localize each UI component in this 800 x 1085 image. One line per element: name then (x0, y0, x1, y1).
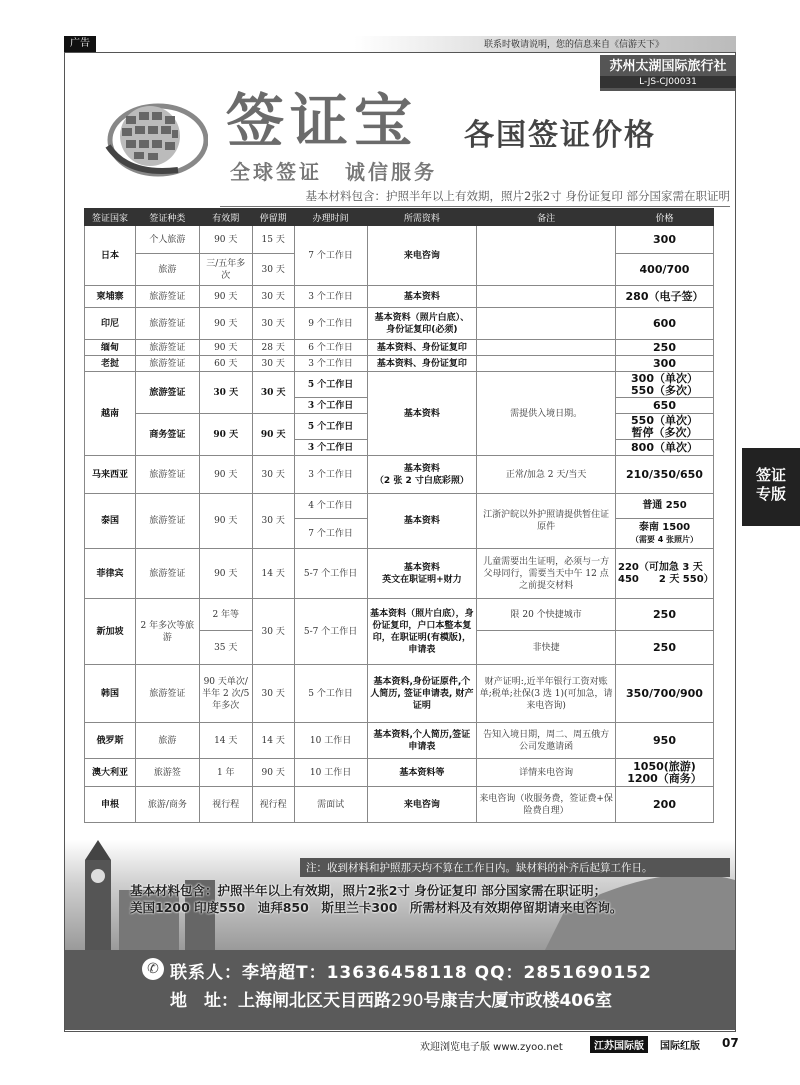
remark-cell: 江浙沪皖以外护照请提供暂住证原件 (477, 494, 616, 549)
materials-cell: 基本资料,身份证原件,个人简历, 签证申请表, 财产证明 (367, 665, 477, 723)
header-cell: 签证国家 (85, 209, 136, 226)
price-cell: 220（可加急 3 天 450 2 天 550） (616, 549, 714, 599)
cell: 30 天 (199, 372, 252, 414)
price-line: （需要 4 张照片） (630, 534, 699, 544)
price-line: 550（多次） (631, 383, 698, 397)
country-cell: 马来西亚 (85, 456, 136, 494)
edition-name: 国际红版 (660, 1041, 700, 1052)
price-line: 550（单次） (631, 413, 698, 427)
materials-cell: 基本资料等 (367, 759, 477, 787)
bottom-bar (420, 1036, 740, 1052)
cell: 3 个工作日 (294, 456, 367, 494)
cell: 6 个工作日 (294, 340, 367, 356)
cell: 5 个工作日 (294, 414, 367, 440)
table-row (85, 723, 714, 759)
price-cell: 250 (616, 599, 714, 631)
cell: 35 天 (199, 631, 252, 665)
cell: 7 个工作日 (294, 519, 367, 549)
cell: 30 天 (252, 494, 294, 549)
cell: 商务签证 (135, 414, 199, 456)
price-cell: 800（单次） (616, 440, 714, 456)
side-tab-line: 签证 (755, 466, 786, 484)
remark-cell (477, 308, 616, 340)
table-row (85, 665, 714, 723)
materials-cell: 基本资料、身份证复印 (367, 340, 477, 356)
cell: 旅游签证 (135, 372, 199, 414)
country-cell: 韩国 (85, 665, 136, 723)
remark-cell: 儿童需要出生证明，必须与一方父母同行，需要当天中午 12 点之前提交材料 (477, 549, 616, 599)
price-line: 1050(旅游) (633, 759, 696, 773)
cell: 旅游/商务 (135, 787, 199, 823)
materials-cell: 来电咨询 (367, 226, 477, 286)
cell: 9 个工作日 (294, 308, 367, 340)
cell: 旅游 (135, 254, 199, 286)
table-header-row (85, 209, 714, 226)
table-row (85, 549, 714, 599)
cell: 旅游签证 (135, 286, 199, 308)
cell: 90 天 (199, 549, 252, 599)
cell: 90 天单次/半年 2 次/5 年多次 (199, 665, 252, 723)
cell: 4 个工作日 (294, 494, 367, 519)
brand-subtitle: 各国签证价格 (464, 118, 656, 153)
materials-cell: 基本资料 (367, 494, 477, 549)
cell: 旅游 (135, 723, 199, 759)
materials-cell: 基本资料,个人简历,签证申请表 (367, 723, 477, 759)
price-cell: 普通 250 (616, 494, 714, 519)
cell: 3 个工作日 (294, 440, 367, 456)
materials-cell: 基本资料（照片白底），身份证复印，户口本整本复印，在职证明(有模版)，申请表 (367, 599, 477, 665)
country-cell: 申根 (85, 787, 136, 823)
table-row (85, 494, 714, 519)
remark-cell: 来电咨询（收服务费，签证费+保险费自理） (477, 787, 616, 823)
footer-other-prices: 美国1200 印度550 迪拜850 斯里兰卡300 所需材料及有效期停留期请来电咨询。 (130, 900, 623, 915)
brand-title: 签证宝 (226, 87, 419, 155)
cell: 5 个工作日 (294, 372, 367, 398)
cell: 90 天 (199, 494, 252, 549)
price-cell: 300 (616, 356, 714, 372)
side-tab-line: 专版 (755, 485, 786, 503)
footer-materials-line: 基本材料包含：护照半年以上有效期，照片2张2寸 身份证复印 部分国家需在职证明； (130, 883, 607, 898)
table-row (85, 787, 714, 823)
country-cell: 越南 (85, 372, 136, 456)
price-line: 300（单次） (631, 371, 698, 385)
cell: 5 个工作日 (294, 665, 367, 723)
header-cell: 备注 (477, 209, 616, 226)
price-cell: 600 (616, 308, 714, 340)
price-cell (616, 759, 714, 787)
country-cell: 柬埔寨 (85, 286, 136, 308)
agency-badge (600, 55, 736, 91)
cell: 7 个工作日 (294, 226, 367, 286)
cell: 90 天 (199, 286, 252, 308)
table-row (85, 372, 714, 398)
cell: 90 天 (199, 308, 252, 340)
cell: 30 天 (252, 599, 294, 665)
cell: 5-7 个工作日 (294, 549, 367, 599)
edition-tag: 江苏国际版 (590, 1036, 648, 1053)
cell: 90 天 (199, 340, 252, 356)
materials-cell (367, 308, 477, 340)
source-note: 联系时敬请说明，您的信息来自《信游天下》 (484, 40, 665, 50)
cell: 30 天 (252, 356, 294, 372)
phone-icon: ✆ (142, 958, 164, 980)
cell: 5-7 个工作日 (294, 599, 367, 665)
remark-cell: 非快捷 (477, 631, 616, 665)
country-cell: 俄罗斯 (85, 723, 136, 759)
country-cell: 印尼 (85, 308, 136, 340)
footer-materials (130, 882, 622, 916)
cell: 1 年 (199, 759, 252, 787)
price-cell (616, 372, 714, 398)
cell: 90 天 (252, 414, 294, 456)
price-line: 暂停（多次） (631, 425, 698, 439)
cell: 3 个工作日 (294, 356, 367, 372)
price-cell: 200 (616, 787, 714, 823)
cell: 旅游签证 (135, 665, 199, 723)
basic-materials: 基本材料包含：护照半年以上有效期，照片2张2寸 身份证复印 部分国家需在职证明 (220, 188, 730, 207)
cell: 个人旅游 (135, 226, 199, 254)
cell: 30 天 (252, 372, 294, 414)
address-text: 号康吉大厦市政楼406室 (423, 991, 612, 1011)
remark-cell: 财产证明:,近半年银行工资对账单;税单;社保(3 选 1)(可加急，请来电咨询) (477, 665, 616, 723)
country-cell: 新加坡 (85, 599, 136, 665)
table-row (85, 356, 714, 372)
materials-line: 基本资料（照片白底）、 (374, 312, 470, 323)
header-cell: 所需资料 (367, 209, 477, 226)
visa-price-table (84, 208, 714, 823)
cell: 旅游签证 (135, 549, 199, 599)
price-line: 1200（商务） (627, 771, 702, 785)
materials-line: 基本资料 (403, 562, 440, 573)
page-number: 07 (722, 1036, 739, 1050)
table-row (85, 226, 714, 254)
top-bar (64, 36, 736, 52)
cell: 14 天 (252, 549, 294, 599)
country-cell: 菲律宾 (85, 549, 136, 599)
cell: 10 工作日 (294, 759, 367, 787)
globe-logo-icon (98, 96, 208, 178)
brand-slogan: 全球签证 诚信服务 (230, 160, 437, 184)
cell: 30 天 (252, 665, 294, 723)
table-row (85, 599, 714, 631)
price-cell: 250 (616, 631, 714, 665)
address-line (170, 986, 612, 1011)
country-cell: 泰国 (85, 494, 136, 549)
materials-line: 基本资料 (403, 463, 440, 474)
price-cell: 280（电子签） (616, 286, 714, 308)
materials-line: 英文在职证明+财力 (382, 574, 462, 585)
cell: 90 天 (199, 414, 252, 456)
price-cell: 650 (616, 398, 714, 414)
cell: 三/五年多次 (199, 254, 252, 286)
price-cell (616, 519, 714, 549)
cell: 28 天 (252, 340, 294, 356)
remark-cell: 告知入境日期，周二、周五俄方公司发邀请函 (477, 723, 616, 759)
remark-cell (477, 286, 616, 308)
cell: 15 天 (252, 226, 294, 254)
table-row (85, 340, 714, 356)
price-cell: 300 (616, 226, 714, 254)
cell: 10 工作日 (294, 723, 367, 759)
cell: 90 天 (252, 759, 294, 787)
agency-name: 苏州太湖国际旅行社 (609, 59, 727, 74)
remark-cell: 需提供入境日期。 (477, 372, 616, 456)
price-cell: 210/350/650 (616, 456, 714, 494)
address-number: 290 (391, 991, 424, 1011)
materials-cell: 基本资料 (367, 286, 477, 308)
remark-cell (477, 356, 616, 372)
table-row (85, 759, 714, 787)
contact-line: 联系人：李培超T：13636458118 QQ：2851690152 (170, 963, 652, 983)
cell: 旅游签证 (135, 456, 199, 494)
agency-license: L-JS-CJ00031 (600, 76, 736, 88)
cell: 14 天 (199, 723, 252, 759)
remark-cell: 详情来电咨询 (477, 759, 616, 787)
price-cell: 400/700 (616, 254, 714, 286)
materials-cell: 来电咨询 (367, 787, 477, 823)
country-cell: 澳大利亚 (85, 759, 136, 787)
country-cell: 日本 (85, 226, 136, 286)
table-row (85, 456, 714, 494)
cell: 3 个工作日 (294, 286, 367, 308)
remark-cell (477, 226, 616, 286)
country-cell: 缅甸 (85, 340, 136, 356)
cell: 2 年多次等旅游 (135, 599, 199, 665)
cell: 2 年等 (199, 599, 252, 631)
materials-cell: 基本资料、身份证复印 (367, 356, 477, 372)
remark-cell: 正常/加急 2 天/当天 (477, 456, 616, 494)
section-side-tab (742, 448, 800, 526)
materials-line: 身份证复印(必须) (386, 324, 458, 335)
materials-cell: 基本资料 (367, 372, 477, 456)
address-text: 地 址：上海闸北区天目西路 (170, 991, 391, 1011)
header-cell: 价格 (616, 209, 714, 226)
table-row (85, 308, 714, 340)
cell: 30 天 (252, 456, 294, 494)
cell: 3 个工作日 (294, 398, 367, 414)
cell: 视行程 (199, 787, 252, 823)
cell: 旅游签证 (135, 308, 199, 340)
cell: 60 天 (199, 356, 252, 372)
cell: 旅游签证 (135, 494, 199, 549)
remark-cell (477, 340, 616, 356)
materials-cell (367, 549, 477, 599)
cell: 30 天 (252, 286, 294, 308)
ad-tag: 广告 (64, 36, 96, 52)
cell: 30 天 (252, 254, 294, 286)
price-cell (616, 414, 714, 440)
website-link[interactable]: 欢迎浏览电子版 www.zyoo.net (420, 1042, 563, 1053)
price-line: 泰南 1500 (638, 521, 691, 533)
cell: 旅游签证 (135, 356, 199, 372)
header-cell: 签证种类 (135, 209, 199, 226)
price-cell: 950 (616, 723, 714, 759)
price-cell: 350/700/900 (616, 665, 714, 723)
cell: 30 天 (252, 308, 294, 340)
remark-cell: 限 20 个快捷城市 (477, 599, 616, 631)
materials-line: （2 张 2 寸白底彩照） (374, 475, 469, 486)
header-cell: 办理时间 (294, 209, 367, 226)
header-cell: 有效期 (199, 209, 252, 226)
cell: 旅游签 (135, 759, 199, 787)
cell: 90 天 (199, 456, 252, 494)
cell: 需面试 (294, 787, 367, 823)
table-row (85, 286, 714, 308)
cell: 90 天 (199, 226, 252, 254)
price-cell: 250 (616, 340, 714, 356)
processing-note: 注：收到材料和护照那天均不算在工作日内。缺材料的补齐后起算工作日。 (300, 858, 730, 877)
cell: 旅游签证 (135, 340, 199, 356)
country-cell: 老挝 (85, 356, 136, 372)
cell: 视行程 (252, 787, 294, 823)
cell: 14 天 (252, 723, 294, 759)
materials-cell (367, 456, 477, 494)
header-cell: 停留期 (252, 209, 294, 226)
